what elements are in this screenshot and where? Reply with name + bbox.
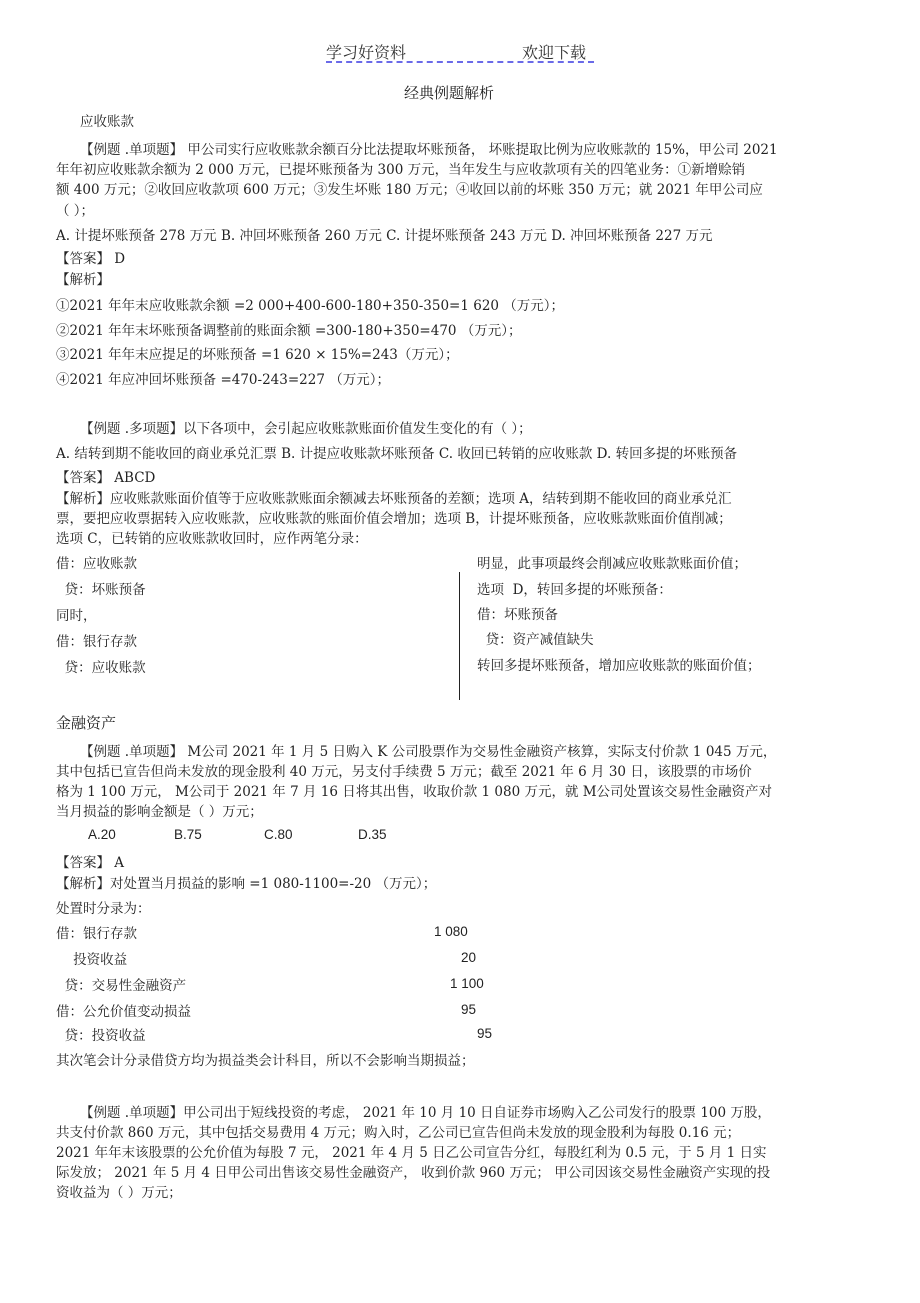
journal-account: 贷：交易性金融资产	[56, 978, 187, 994]
journal-entry: 贷：应收账款	[56, 660, 146, 676]
q2-analysis-line: 票，要把应收票据转入应收账款，应收账款的账面价值会增加；选项 B，计提坏账预备，应收账款账面价值削减；	[56, 511, 732, 527]
journal-entry: 借：坏账预备	[477, 607, 558, 623]
q1-answer: 【答案】 D	[56, 251, 126, 267]
q3-option-d: D.35	[358, 827, 387, 842]
journal-account: 借：银行存款	[56, 926, 137, 942]
q3-line: 格为 1 100 万元， M公司于 2021 年 7 月 16 日将其出售，收取价款 1 080 万元，就 M公司处置该交易性金融资产对	[56, 784, 773, 800]
q4-line: 资收益为（ ）万元；	[56, 1185, 182, 1201]
q1-line: 年年初应收账款余额为 2 000 万元，已提坏账预备为 300 万元，当年发生与应收款项有关的四笔业务：①新增赊销	[56, 162, 746, 178]
journal-entry: 贷：资产减值缺失	[477, 632, 594, 648]
journal-amount: 1 080	[434, 924, 468, 939]
journal-account: 借：公允价值变动损益	[56, 1004, 191, 1020]
q4-line: 际发放； 2021 年 5 月 4 日甲公司出售该交易性金融资产， 收到价款 960 万元； 甲公司因该交易性金融资产实现的投	[56, 1165, 771, 1181]
q3-line: 当月损益的影响金额是（ ）万元；	[56, 804, 263, 820]
q2-answer: 【答案】 ABCD	[56, 470, 156, 486]
q3-line: 其中包括已宣告但尚未发放的现金股利 40 万元，另支付手续费 5 万元；截至 2021 年 6 月 30 日，该股票的市场价	[56, 764, 752, 780]
q3-note: 其次笔会计分录借贷方均为损益类会计科目，所以不会影响当期损益；	[56, 1053, 475, 1069]
journal-note: 明显，此事项最终会削减应收账款账面价值；	[477, 556, 747, 572]
journal-amount: 1 100	[450, 976, 484, 991]
journal-entry: 借：应收账款	[56, 556, 137, 572]
q1-step: ③2021 年年末应提足的坏账预备 =1 620 × 15%=243（万元）；	[56, 347, 459, 363]
q1-step: ②2021 年年末坏账预备调整前的账面余额 =300-180+350=470 （万元）；	[56, 323, 522, 339]
header-right: 欢迎下载	[522, 43, 587, 62]
journal-note: 转回多提坏账预备，增加应收账款的账面价值；	[477, 658, 761, 674]
q4-line: 【例题 .单项题】甲公司出于短线投资的考虑， 2021 年 10 月 10 日自证券市场购入乙公司发行的股票 100 万股，	[80, 1105, 771, 1121]
q1-line: 额 400 万元；②收回应收款项 600 万元；③发生坏账 180 万元；④收回以前的坏账 350 万元；就 2021 年甲公司应	[56, 182, 763, 198]
q1-line: 【例题 .单项题】 甲公司实行应收账款余额百分比法提取坏账预备， 坏账提取比例为应收账款的 15%，甲公司 2021	[80, 142, 778, 158]
journal-account: 贷：投资收益	[56, 1028, 146, 1044]
journal-amount: 95	[461, 1002, 477, 1017]
header-underline	[326, 61, 594, 63]
q3-option-a: A.20	[88, 827, 116, 842]
section-heading-financial-assets: 金融资产	[56, 714, 117, 732]
q1-line: （ ）；	[56, 203, 95, 219]
q2-analysis-line: 【解析】应收账款账面价值等于应收账款账面余额减去坏账预备的差额；选项 A，结转到期不能收回的商业承兑汇	[56, 491, 732, 507]
q1-step: ①2021 年年末应收账款余额 =2 000+400-600-180+350-350=1 620 （万元）；	[56, 298, 565, 314]
q3-entry-intro: 处置时分录为：	[56, 901, 151, 917]
page-title: 经典例题解析	[404, 84, 495, 102]
journal-amount: 20	[461, 950, 477, 965]
q1-analysis-label: 【解析】	[56, 272, 110, 288]
journal-amount: 95	[477, 1026, 493, 1041]
q1-options: A. 计提坏账预备 278 万元 B. 冲回坏账预备 260 万元 C. 计提坏账预备 243 万元 D. 冲回坏账预备 227 万元	[56, 228, 713, 244]
q2-question: 【例题 .多项题】以下各项中，会引起应收账款账面价值发生变化的有（ ）；	[80, 421, 532, 437]
q3-option-c: C.80	[264, 827, 293, 842]
journal-entry: 借：银行存款	[56, 634, 137, 650]
q1-step: ④2021 年应冲回坏账预备 =470-243=227 （万元）；	[56, 372, 390, 388]
q2-analysis-line: 选项 C，已转销的应收账款收回时，应作两笔分录：	[56, 531, 368, 547]
header-left: 学习好资料	[326, 43, 407, 62]
journal-account: 投资收益	[56, 952, 128, 968]
q4-line: 共支付价款 860 万元，其中包括交易费用 4 万元；购入时，乙公司已宣告但尚未发放的现金股利为每股 0.16 元；	[56, 1125, 741, 1141]
q2-options: A. 结转到期不能收回的商业承兑汇票 B. 计提应收账款坏账预备 C. 收回已转销的应收账款 D. 转回多提的坏账预备	[56, 446, 738, 462]
q3-answer: 【答案】 A	[56, 855, 125, 871]
section-heading-receivables: 应收账款	[80, 114, 134, 130]
q3-option-b: B.75	[174, 827, 202, 842]
journal-note: 选项 D，转回多提的坏账预备：	[477, 582, 672, 598]
column-divider	[459, 572, 460, 700]
q3-analysis: 【解析】对处置当月损益的影响 =1 080-1100=-20 （万元）；	[56, 876, 437, 892]
journal-entry: 同时，	[56, 608, 97, 624]
q4-line: 2021 年年末该股票的公允价值为每股 7 元， 2021 年 4 月 5 日乙公司宣告分红，每股红利为 0.5 元，于 5 月 1 日实	[56, 1145, 767, 1161]
journal-entry: 贷：坏账预备	[56, 582, 146, 598]
q3-line: 【例题 .单项题】 M公司 2021 年 1 月 5 日购入 K 公司股票作为交易性金融资产核算，实际支付价款 1 045 万元，	[80, 744, 777, 760]
